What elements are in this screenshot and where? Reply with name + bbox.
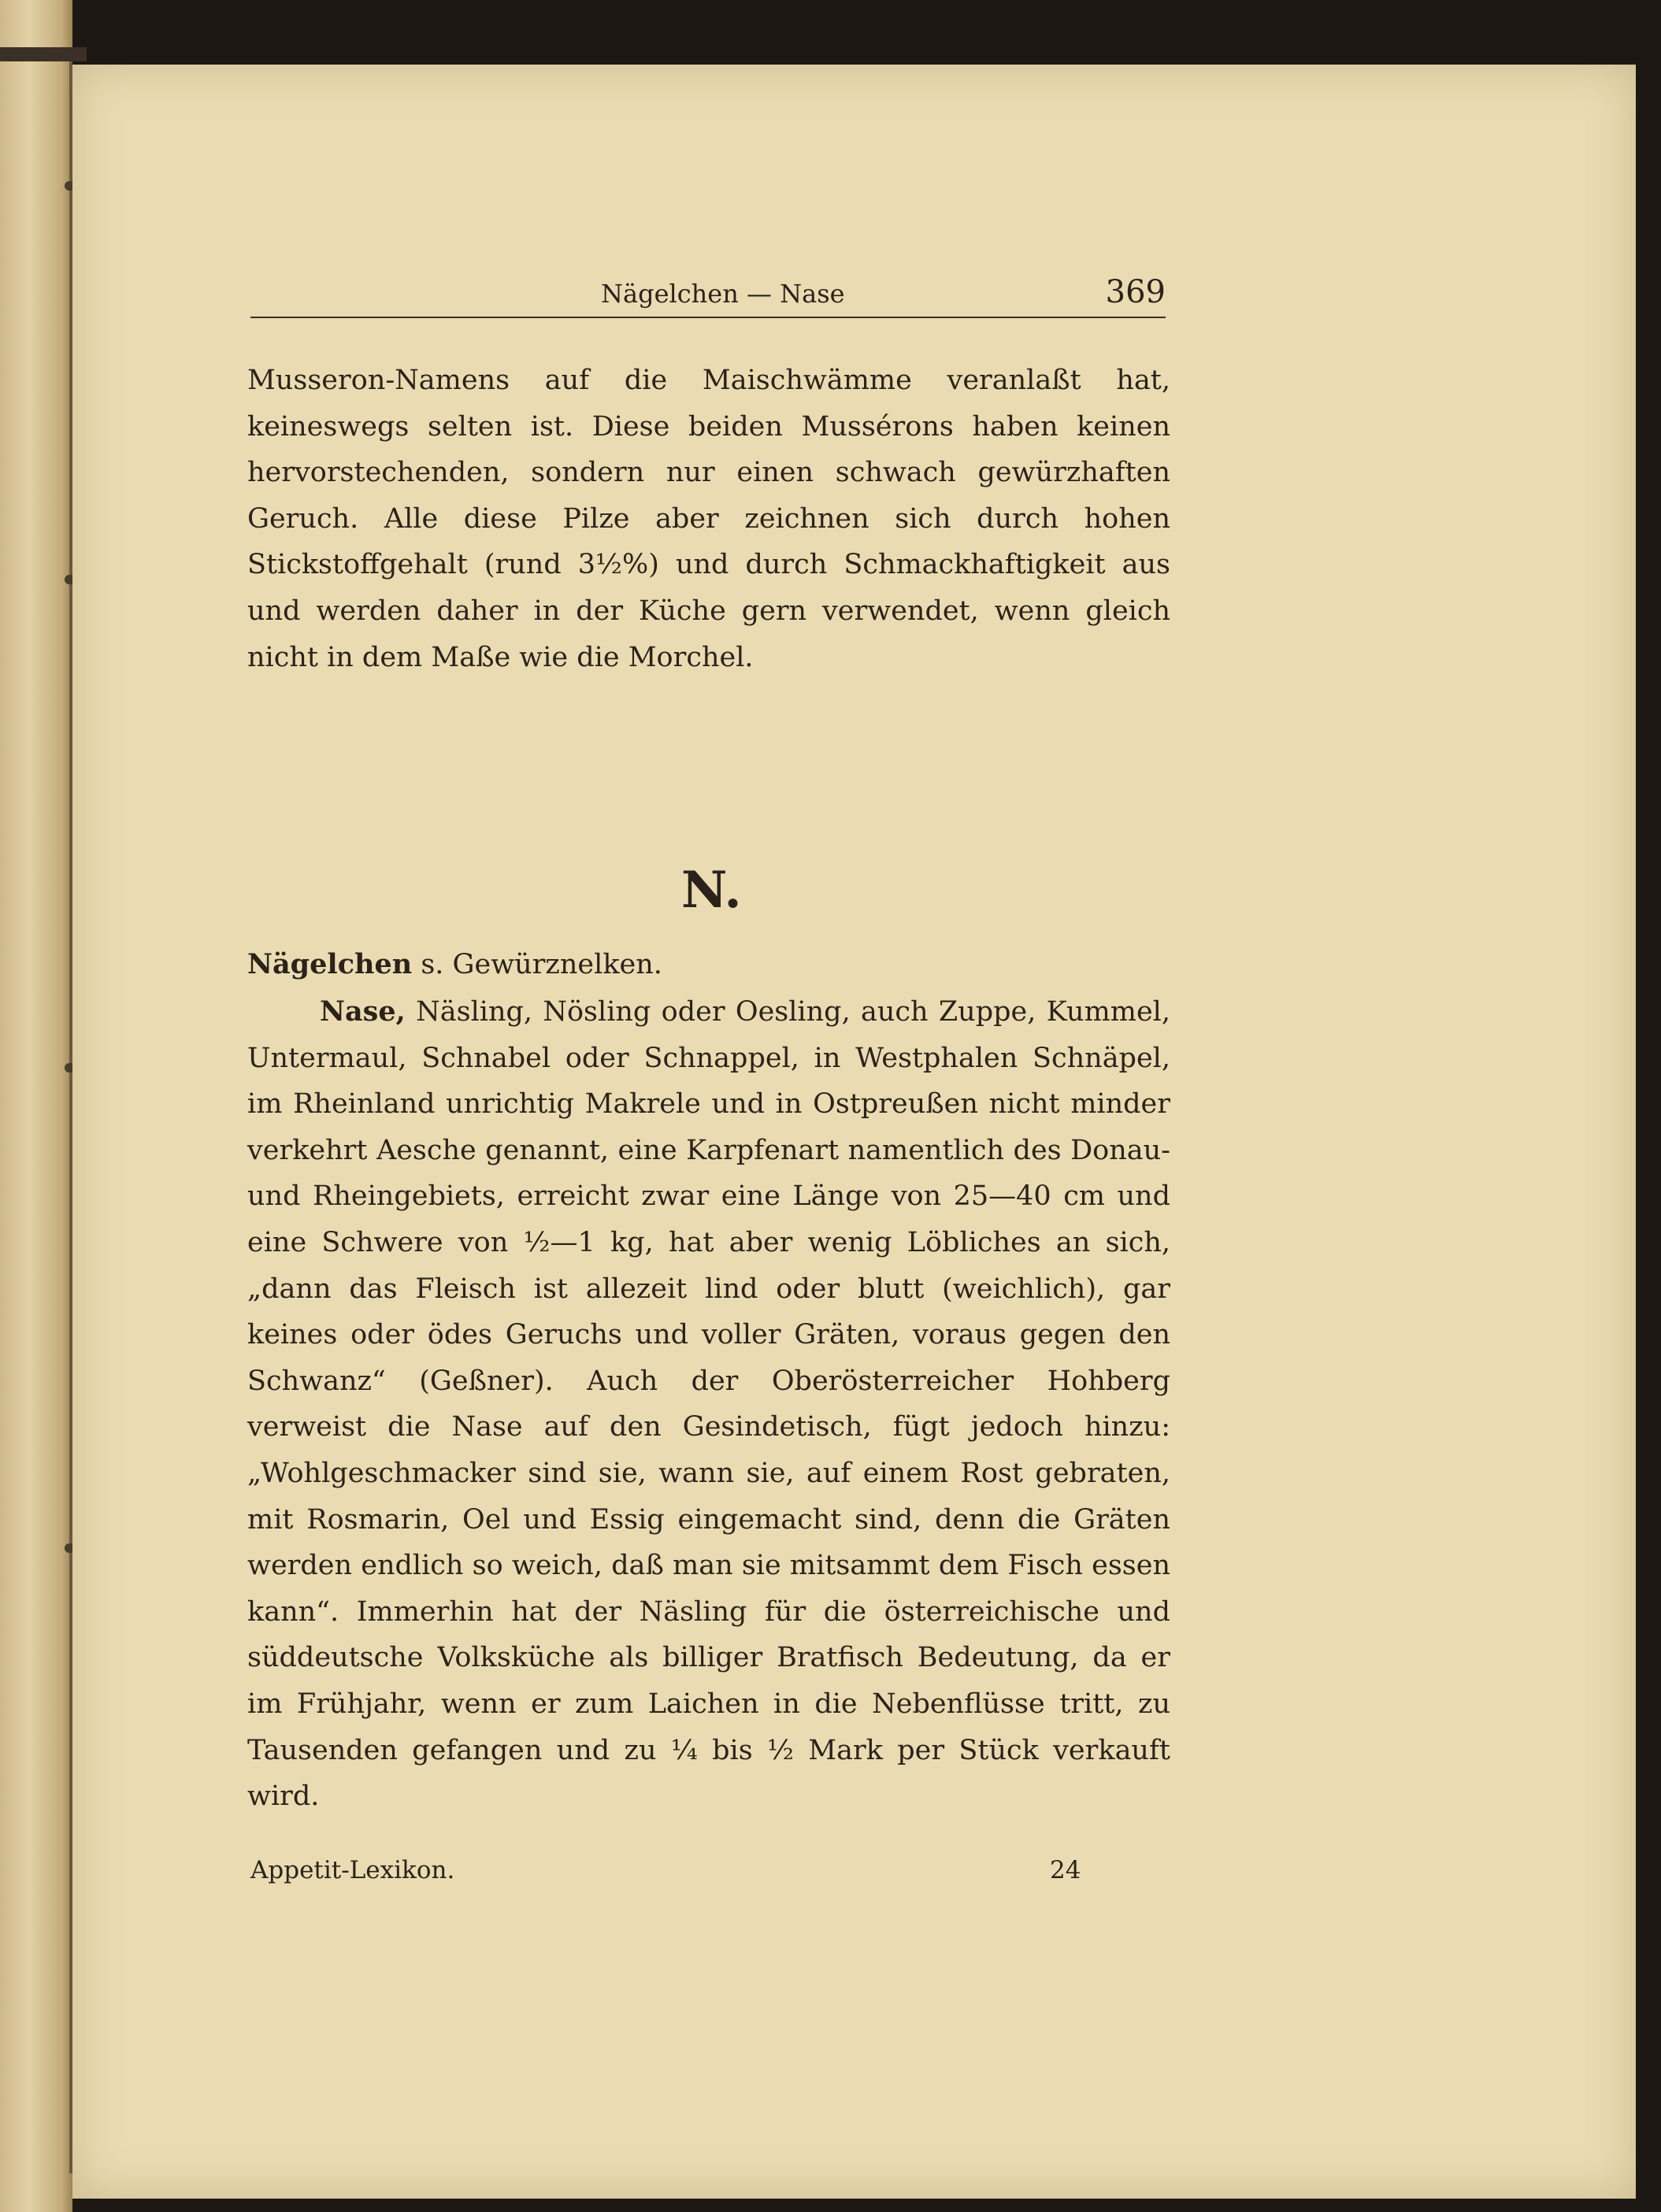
continuation-paragraph: Musseron-Namens auf die Maischwämme veranlaßt hat, keineswegs selten ist. Diese beiden Mussérons haben keinen hervorstechenden, sondern nur einen schwach gewürzhaften Geruch. Alle diese Pilze aber zeichnen sich durch hohen Stickstoffgehalt (rund 3½%) und durch Schmackhaftigkeit aus und werden daher in der Küche gern verwendet, wenn gleich nicht in dem Maße wie die Morchel. [247,365,1170,673]
running-head: Nägelchen — Nase [601,279,845,309]
entry-nase [247,989,1170,1820]
entry-term: Nase, [320,995,406,1028]
footer-signature: Appetit-Lexikon. [250,1856,455,1884]
book-binding [0,0,72,2212]
entry-text: Näsling, Nösling oder Oesling, auch Zuppe, Kummel, Untermaul, Schnabel oder Schnappel, in Westphalen Schnäpel, im Rheinland unrichtig Makrele und in Ostpreußen nicht minder verkehrt Aesche genannt, eine Karpfenart namentlich des Donau- und Rheingebiets, erreicht zwar eine Länge von 25—40 cm und eine Schwere von ½—1 kg, hat aber wenig Löbliches an sich, „dann das Fleisch ist allezeit lind oder blutt (weichlich), gar keines oder ödes Geruchs und voller Gräten, voraus gegen den Schwanz“ (Geßner). Auch der Oberösterreicher Hohberg verweist die Nase auf den Gesindetisch, fügt jedoch hinzu: „Wohlgeschmacker sind sie, wann sie, auf einem Rost gebraten, mit Rosmarin, Oel und Essig eingemacht sind, denn die Gräten werden endlich so weich, daß man sie mitsammt dem Fisch essen kann“. Immerhin hat der Näsling für die österreichische und süddeutsche Volksküche als billiger Bratfisch Bedeutung, da er im Frühjahr, wenn er zum Laichen in die Nebenflüsse tritt, zu Tausenden gefangen und zu ¼ bis ½ Mark per Stück verkauft wird. [247,996,1170,1813]
section-heading: N. [681,861,742,920]
page-number: 369 [1105,274,1166,310]
page-header [250,274,1166,318]
entry-naegelchen [247,942,1170,988]
binding-tab [0,47,87,61]
entry-term: Nägelchen [247,948,413,980]
sheet-number: 24 [1050,1856,1081,1884]
entry-text: s. Gewürznelken. [412,949,662,980]
